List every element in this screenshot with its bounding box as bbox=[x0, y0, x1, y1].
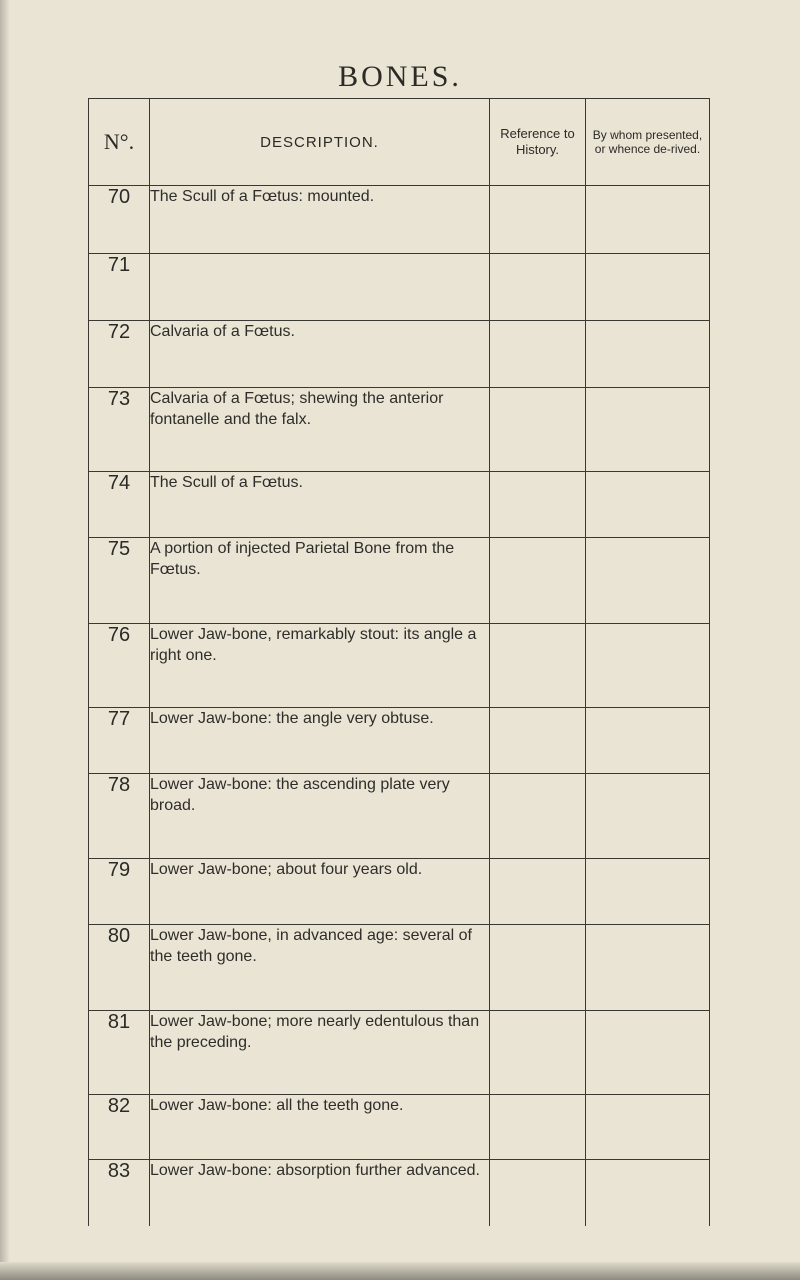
row-presented-by bbox=[586, 538, 710, 624]
row-presented-by bbox=[586, 774, 710, 859]
row-presented-by bbox=[586, 624, 710, 708]
row-presented-by bbox=[586, 388, 710, 472]
row-number: 76 bbox=[89, 624, 150, 708]
row-number: 72 bbox=[89, 321, 150, 388]
catalogue-table bbox=[88, 98, 710, 1226]
row-description: Calvaria of a Fœtus. bbox=[150, 321, 490, 388]
table-row bbox=[89, 624, 710, 708]
table-row bbox=[89, 1011, 710, 1095]
row-reference bbox=[490, 774, 586, 859]
row-reference bbox=[490, 388, 586, 472]
page-title: BONES. bbox=[338, 60, 462, 93]
header-description: DESCRIPTION. bbox=[150, 99, 490, 186]
row-presented-by bbox=[586, 1011, 710, 1095]
row-number: 81 bbox=[89, 1011, 150, 1095]
table-row bbox=[89, 254, 710, 321]
row-number: 74 bbox=[89, 472, 150, 538]
row-reference bbox=[490, 1095, 586, 1160]
row-reference bbox=[490, 254, 586, 321]
row-presented-by bbox=[586, 1160, 710, 1226]
table-row bbox=[89, 321, 710, 388]
row-description: Lower Jaw-bone: the ascending plate very broad. bbox=[150, 774, 490, 859]
table-row bbox=[89, 472, 710, 538]
row-number: 82 bbox=[89, 1095, 150, 1160]
row-description: Lower Jaw-bone: absorption further advanced. bbox=[150, 1160, 490, 1226]
row-description: Lower Jaw-bone, in advanced age: several of the teeth gone. bbox=[150, 925, 490, 1011]
page-edge bbox=[0, 0, 10, 1280]
row-presented-by bbox=[586, 472, 710, 538]
row-reference bbox=[490, 186, 586, 254]
row-reference bbox=[490, 859, 586, 925]
row-reference bbox=[490, 321, 586, 388]
row-number: 80 bbox=[89, 925, 150, 1011]
table-row bbox=[89, 925, 710, 1011]
row-number: 83 bbox=[89, 1160, 150, 1226]
table-row bbox=[89, 186, 710, 254]
row-reference bbox=[490, 708, 586, 774]
row-description: Lower Jaw-bone, remarkably stout: its angle a right one. bbox=[150, 624, 490, 708]
table-row bbox=[89, 1095, 710, 1160]
row-number: 77 bbox=[89, 708, 150, 774]
row-description: Lower Jaw-bone; more nearly edentulous than the preceding. bbox=[150, 1011, 490, 1095]
table-row bbox=[89, 859, 710, 925]
row-reference bbox=[490, 1011, 586, 1095]
row-number: 79 bbox=[89, 859, 150, 925]
header-presented-by: By whom presented, or whence de-rived. bbox=[586, 99, 710, 186]
row-reference bbox=[490, 538, 586, 624]
row-presented-by bbox=[586, 925, 710, 1011]
table-row bbox=[89, 388, 710, 472]
row-description: Lower Jaw-bone: all the teeth gone. bbox=[150, 1095, 490, 1160]
row-number: 70 bbox=[89, 186, 150, 254]
header-reference: Reference to History. bbox=[490, 99, 586, 186]
row-description: Lower Jaw-bone; about four years old. bbox=[150, 859, 490, 925]
row-description: Lower Jaw-bone: the angle very obtuse. bbox=[150, 708, 490, 774]
row-number: 75 bbox=[89, 538, 150, 624]
table-row bbox=[89, 708, 710, 774]
row-presented-by bbox=[586, 708, 710, 774]
table-row bbox=[89, 1160, 710, 1226]
row-number: 78 bbox=[89, 774, 150, 859]
row-presented-by bbox=[586, 254, 710, 321]
table-header-row bbox=[89, 99, 710, 186]
page-bottom-edge bbox=[0, 1262, 800, 1280]
row-description: The Scull of a Fœtus. bbox=[150, 472, 490, 538]
row-description bbox=[150, 254, 490, 321]
row-reference bbox=[490, 1160, 586, 1226]
row-reference bbox=[490, 624, 586, 708]
header-number: N°. bbox=[89, 99, 150, 186]
row-description: A portion of injected Parietal Bone from the Fœtus. bbox=[150, 538, 490, 624]
row-number: 73 bbox=[89, 388, 150, 472]
row-presented-by bbox=[586, 321, 710, 388]
row-presented-by bbox=[586, 859, 710, 925]
row-presented-by bbox=[586, 186, 710, 254]
row-number: 71 bbox=[89, 254, 150, 321]
table-row bbox=[89, 774, 710, 859]
row-description: The Scull of a Fœtus: mounted. bbox=[150, 186, 490, 254]
row-reference bbox=[490, 925, 586, 1011]
table-row bbox=[89, 538, 710, 624]
row-description: Calvaria of a Fœtus; shewing the anterior fontanelle and the falx. bbox=[150, 388, 490, 472]
row-reference bbox=[490, 472, 586, 538]
row-presented-by bbox=[586, 1095, 710, 1160]
